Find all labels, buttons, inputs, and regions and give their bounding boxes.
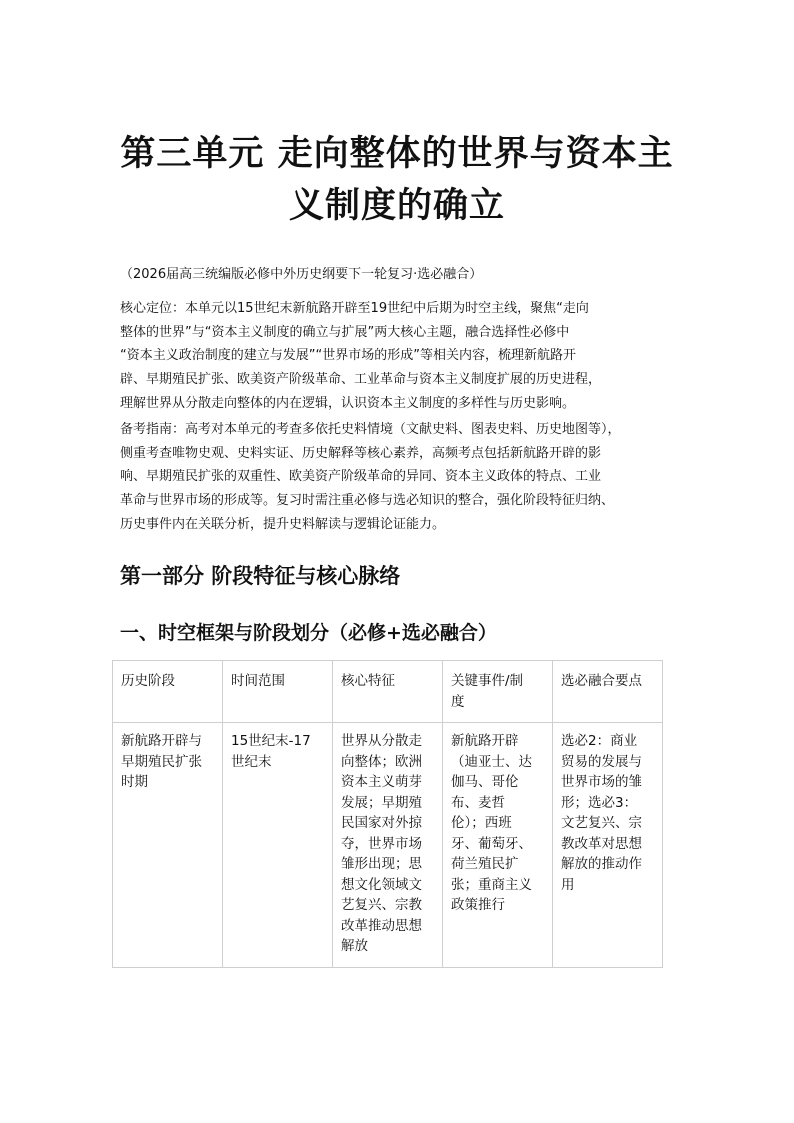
cell-feature xyxy=(333,723,443,968)
cell-line: 夺，世界市场 xyxy=(341,835,422,852)
cell-stage xyxy=(113,723,223,968)
cell-line: 教改革对思想 xyxy=(561,835,642,852)
table-row xyxy=(113,723,663,968)
paragraph-line: “资本主义政治制度的建立与发展”“世界市场的形成”等相关内容，梳理新航路开 xyxy=(120,348,576,364)
intro-paragraph xyxy=(120,297,680,416)
cell-line: 时间范围 xyxy=(231,673,285,689)
cell-line: 伽马、哥伦 xyxy=(451,774,519,790)
cell-line: 资本主义萌芽 xyxy=(341,774,422,790)
cell-line: 艺复兴、宗教 xyxy=(341,897,422,913)
paragraph-line: 整体的世界”与“资本主义制度的确立与扩展”两大核心主题，融合选择性必修中 xyxy=(120,324,570,340)
cell-line: 布、麦哲 xyxy=(451,794,505,811)
cell-line: 时期 xyxy=(121,774,148,790)
paragraph-line: 响、早期殖民扩张的双重性、欧美资产阶级革命的异同、资本主义政体的特点、工业 xyxy=(120,469,602,485)
cell-line: 历史阶段 xyxy=(121,673,175,689)
paragraph-line: 理解世界从分散走向整体的内在逻辑，认识资本主义制度的多样性与历史影响。 xyxy=(120,395,576,411)
cell-line: 雏形出现；思 xyxy=(341,856,422,872)
paragraph-line: 辟、早期殖民扩张、欧美资产阶级革命、工业革命与资本主义制度扩展的历史进程， xyxy=(120,372,602,388)
paragraph-line: 革命与世界市场的形成等。复习时需注重必修与选必知识的整合，强化阶段特征归纳、 xyxy=(120,493,615,509)
table-header-row xyxy=(113,661,663,723)
cell-line: 改革推动思想 xyxy=(341,917,422,934)
cell-line: 民国家对外掠 xyxy=(341,815,422,831)
header-cell-stage xyxy=(113,661,223,723)
cell-line: 15世纪末-17 xyxy=(231,733,311,749)
cell-line: 发展；早期殖 xyxy=(341,794,422,811)
paragraph-line: 侧重考查唯物史观、史料实证、历史解释等核心素养，高频考点包括新航路开辟的影 xyxy=(120,445,602,461)
title-line: 第三单元 走向整体的世界与资本主 xyxy=(120,133,674,174)
cell-line: 世界从分散走 xyxy=(341,733,422,749)
header-cell-feature xyxy=(333,661,443,723)
cell-line: （迪亚士、达 xyxy=(451,753,532,770)
cell-line: 形；选必3： xyxy=(561,794,638,811)
cell-fusion xyxy=(553,723,663,968)
cell-line: 用 xyxy=(561,876,575,893)
part-heading: 第一部分 阶段特征与核心脉络 xyxy=(120,563,401,588)
guide-paragraph xyxy=(120,418,680,537)
cell-time xyxy=(223,723,333,968)
document-subtitle: （2026届高三统编版必修中外历史纲要下一轮复习·选必融合） xyxy=(120,267,483,282)
header-cell-events xyxy=(443,661,553,723)
cell-line: 向整体；欧洲 xyxy=(341,753,422,770)
cell-line: 选必2：商业 xyxy=(561,733,638,749)
cell-line: 解放 xyxy=(341,938,368,954)
document-title xyxy=(100,128,694,232)
cell-line: 度 xyxy=(451,693,465,710)
cell-line: 贸易的发展与 xyxy=(561,753,642,770)
cell-line: 世界市场的雏 xyxy=(561,774,642,790)
cell-line: 世纪末 xyxy=(231,753,272,770)
cell-line: 文艺复兴、宗 xyxy=(561,815,642,831)
cell-events xyxy=(443,723,553,968)
cell-line: 选必融合要点 xyxy=(561,673,642,689)
header-cell-time xyxy=(223,661,333,723)
cell-line: 新航路开辟与 xyxy=(121,733,202,749)
paragraph-line: 核心定位：本单元以15世纪末新航路开辟至19世纪中后期为时空主线，聚焦“走向 xyxy=(120,301,589,316)
section-heading: 一、时空框架与阶段划分（必修+选必融合） xyxy=(120,622,497,644)
cell-line: 关键事件/制 xyxy=(451,673,524,689)
cell-line: 想文化领域文 xyxy=(341,876,422,893)
cell-line: 伦）；西班 xyxy=(451,815,512,831)
paragraph-line: 历史事件内在关联分析，提升史料解读与逻辑论证能力。 xyxy=(120,516,446,532)
cell-line: 张；重商主义 xyxy=(451,876,532,893)
title-line: 义制度的确立 xyxy=(288,185,505,226)
cell-line: 早期殖民扩张 xyxy=(121,753,202,770)
cell-line: 新航路开辟 xyxy=(451,733,519,749)
paragraph-line: 备考指南：高考对本单元的考查多依托史料情境（文献史料、图表史料、历史地图等）， xyxy=(120,422,621,437)
cell-line: 牙、葡萄牙、 xyxy=(451,835,532,852)
cell-line: 政策推行 xyxy=(451,897,505,913)
header-cell-fusion xyxy=(553,661,663,723)
cell-line: 解放的推动作 xyxy=(561,856,642,872)
cell-line: 荷兰殖民扩 xyxy=(451,856,519,872)
stage-table xyxy=(112,660,663,968)
cell-line: 核心特征 xyxy=(341,673,395,689)
